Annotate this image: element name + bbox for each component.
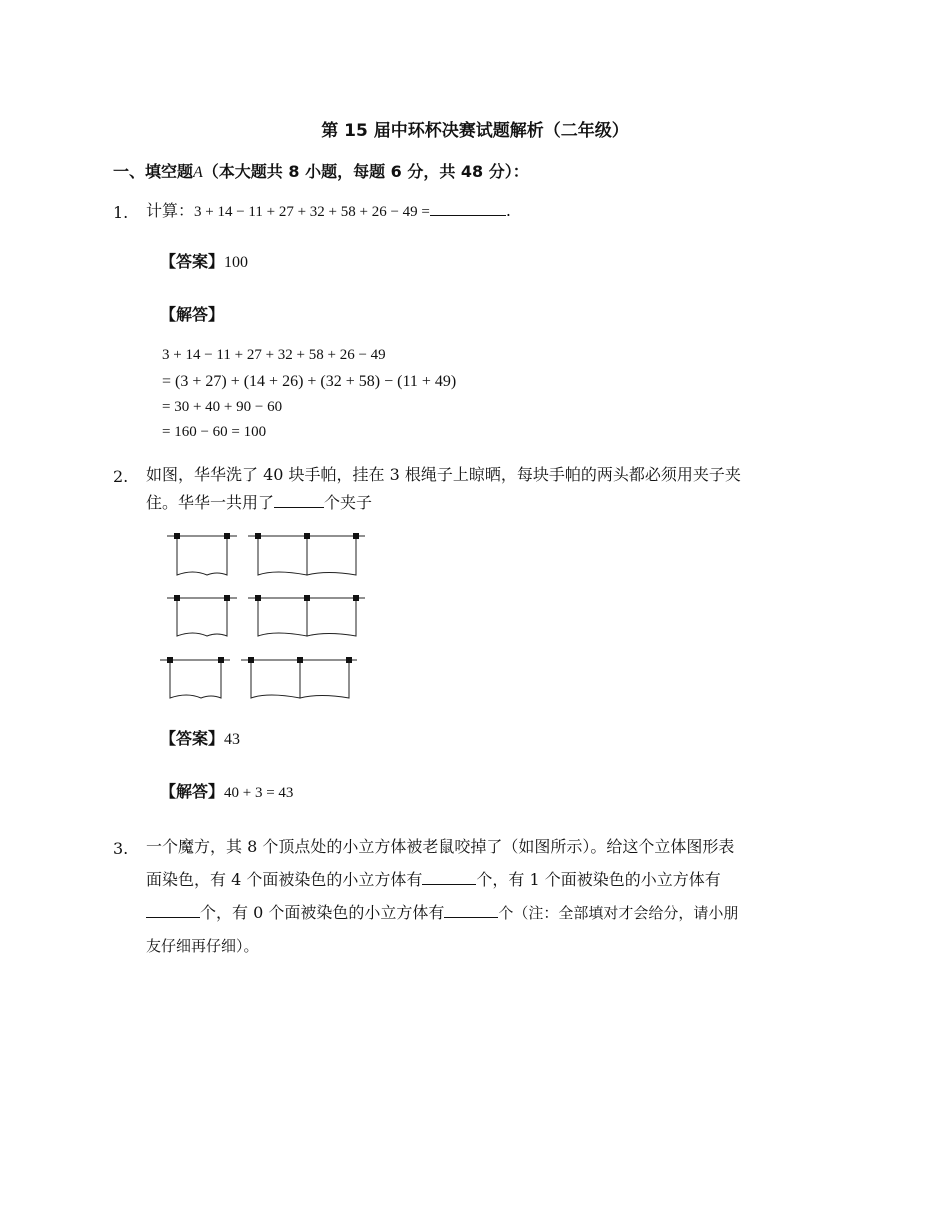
q1-answer-label: 【答案】 (160, 252, 225, 271)
handkerchief-figure (155, 525, 375, 705)
clip-icon (174, 595, 180, 601)
section-heading (113, 159, 529, 182)
clip-icon (248, 657, 254, 663)
q1-prompt: 计算： (146, 201, 195, 220)
q2-line-2-b: 个夹子 (324, 493, 373, 512)
q2-line-2 (146, 489, 372, 517)
q2-solution-label: 【解答】 (160, 782, 225, 801)
q3-line-3 (146, 899, 738, 927)
q3-line-1: 一个魔方，其 8 个顶点处的小立方体被老鼠咬掉了（如图所示）。给这个立体图形表 (146, 837, 735, 856)
q3-number: 3. (113, 839, 129, 858)
clip-icon (304, 595, 310, 601)
q3-blank-4-faces (422, 868, 476, 885)
clip-icon (255, 533, 261, 539)
q2-answer-label: 【答案】 (160, 729, 225, 748)
clip-icon (224, 533, 230, 539)
clip-icon (346, 657, 352, 663)
section-prefix: 一、填空题 (113, 162, 194, 181)
q2-answer-blank (274, 491, 324, 508)
q2-answer (160, 726, 240, 749)
q2-solution-value: 40 + 3 = 43 (224, 785, 294, 801)
q3-line-2 (146, 866, 721, 894)
q1-step-2: = (3 + 27) + (14 + 26) + (32 + 58) − (11 + 49) (162, 373, 457, 390)
q3-blank-0-faces (444, 901, 498, 918)
q3-line-3-a: 个，有 0 个面被染色的小立方体有 (200, 903, 445, 922)
q3-line-2-a: 面染色，有 4 个面被染色的小立方体有 (146, 870, 423, 889)
q1-answer (160, 249, 248, 272)
q2-line-2-a: 住。华华一共用了 (146, 493, 275, 512)
clip-icon (297, 657, 303, 663)
clip-icon (353, 533, 359, 539)
rope-row-2 (167, 598, 365, 636)
page-title: 第 15 届中环杯决赛试题解析（二年级） (321, 121, 629, 141)
q1-answer-blank (430, 199, 506, 216)
clip-icon (304, 533, 310, 539)
section-letter: A (193, 164, 203, 181)
q1-answer-value: 100 (224, 254, 249, 271)
rope-row-1 (167, 536, 365, 575)
clip-icon (224, 595, 230, 601)
q1-number: 1. (113, 203, 129, 222)
q1-text (146, 197, 511, 226)
clip-icon (218, 657, 224, 663)
q3-blank-1-face (146, 901, 200, 918)
q3-line-4: 友仔细再仔细）。 (146, 937, 259, 955)
q3-line-3-b: 个（注：全部填对才会给分，请小朋 (498, 904, 739, 922)
q1-end: . (505, 201, 511, 220)
q2-solution (160, 779, 293, 802)
q1-step-4: = 160 − 60 = 100 (162, 424, 267, 440)
q1-solution-label: 【解答】 (160, 305, 225, 324)
q2-line-1: 如图，华华洗了 40 块手帕，挂在 3 根绳子上晾晒，每块手帕的两头都必须用夹子夹 (146, 465, 741, 484)
section-suffix: （本大题共 8 小题，每题 6 分，共 48 分）： (202, 162, 529, 181)
q3-line-2-b: 个，有 1 个面被染色的小立方体有 (476, 870, 721, 889)
clip-icon (353, 595, 359, 601)
q1-expression: 3 + 14 − 11 + 27 + 32 + 58 + 26 − 49 = (194, 204, 430, 220)
q2-answer-value: 43 (224, 731, 241, 748)
clip-icon (255, 595, 261, 601)
clip-icon (167, 657, 173, 663)
clip-icon (174, 533, 180, 539)
rope-row-3 (160, 660, 357, 698)
q1-step-3: = 30 + 40 + 90 − 60 (162, 399, 283, 415)
q1-step-1: 3 + 14 − 11 + 27 + 32 + 58 + 26 − 49 (162, 347, 386, 363)
q2-number: 2. (113, 467, 129, 486)
